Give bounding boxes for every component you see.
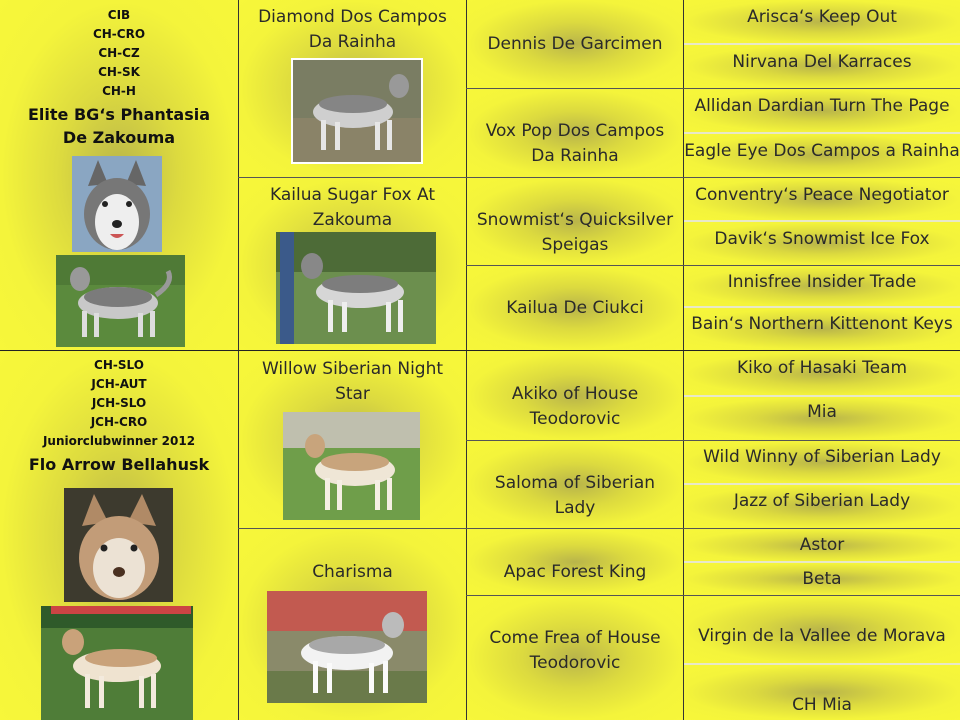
dog2-gp4-cell bbox=[467, 596, 683, 720]
dog2-name-line1: Flo Arrow Bellahusk bbox=[28, 455, 210, 474]
dog2-gp4-name bbox=[467, 626, 683, 676]
row-divider bbox=[238, 177, 960, 178]
dog1-head-photo bbox=[72, 156, 162, 252]
dog2-gp2-line2: Lady bbox=[554, 498, 596, 518]
dog2-gp4-line1: Come Frea of House bbox=[489, 628, 661, 648]
row-divider bbox=[684, 663, 960, 665]
dog1-sire-photo bbox=[291, 58, 423, 164]
dog1-title: CH-H bbox=[102, 84, 136, 98]
dog1-ggp-cell bbox=[684, 222, 960, 265]
dog2-dam-photo bbox=[267, 591, 427, 703]
row-divider bbox=[684, 395, 960, 397]
dog2-ggp-name: Astor bbox=[799, 535, 845, 555]
section-divider bbox=[0, 350, 960, 351]
dog2-dam-cell bbox=[239, 529, 466, 720]
dog1-gp3-line1: Snowmist‘s Quicksilver bbox=[476, 210, 674, 230]
dog1-gp2-name bbox=[467, 119, 683, 169]
dog2-main-cell bbox=[0, 352, 238, 720]
dog2-ggp-cell bbox=[684, 665, 960, 720]
dog2-ggp-name: Jazz of Siberian Lady bbox=[733, 491, 911, 511]
dog2-ggp-cell bbox=[684, 529, 960, 562]
dog2-gp1-line2: Teodorovic bbox=[529, 409, 621, 429]
dog1-ggp-name: Arisca‘s Keep Out bbox=[747, 7, 897, 27]
dog2-gp1-line1: Akiko of House bbox=[511, 384, 639, 404]
dog1-dam-name bbox=[239, 183, 466, 233]
column-divider bbox=[683, 0, 684, 720]
dog1-ggp-name: Nirvana Del Karraces bbox=[732, 52, 912, 72]
dog1-gp2-line1: Vox Pop Dos Campos bbox=[485, 121, 665, 141]
dog2-sire-name bbox=[239, 357, 466, 407]
column-divider bbox=[238, 0, 239, 720]
dog1-gp1-name bbox=[467, 32, 683, 57]
dog2-ggp-cell bbox=[684, 485, 960, 528]
dog1-sire-cell bbox=[239, 0, 466, 177]
row-divider bbox=[466, 265, 960, 266]
dog1-title: CH-SK bbox=[98, 65, 140, 79]
row-divider bbox=[238, 528, 960, 529]
dog2-ggp-name: Wild Winny of Siberian Lady bbox=[703, 447, 941, 467]
dog2-ggp-name: Mia bbox=[807, 402, 837, 422]
dog1-ggp-cell bbox=[684, 0, 960, 44]
dog2-gp1-name bbox=[467, 382, 683, 432]
dog2-dam-line1: Charisma bbox=[312, 562, 393, 582]
dog2-title: JCH-SLO bbox=[91, 396, 147, 410]
dog2-title: CH-SLO bbox=[94, 358, 144, 372]
dog2-stand-photo bbox=[41, 606, 193, 720]
dog1-gp1-cell bbox=[467, 0, 683, 88]
dog2-gp2-name bbox=[467, 471, 683, 521]
row-divider bbox=[466, 595, 960, 596]
dog2-ggp-name: Beta bbox=[802, 569, 842, 589]
dog1-ggp-cell bbox=[684, 308, 960, 350]
dog2-ggp-cell bbox=[684, 563, 960, 595]
row-divider bbox=[684, 561, 960, 563]
dog1-ggp-cell bbox=[684, 178, 960, 221]
dog1-titles bbox=[0, 6, 238, 101]
dog2-gp1-cell bbox=[467, 352, 683, 440]
row-divider bbox=[684, 132, 960, 134]
dog2-title: JCH-AUT bbox=[91, 377, 147, 391]
dog2-gp3-cell bbox=[467, 529, 683, 595]
dog2-sire-line2: Star bbox=[335, 384, 370, 404]
dog1-ggp-cell bbox=[684, 45, 960, 88]
dog2-sire-cell bbox=[239, 352, 466, 528]
dog2-ggp-cell bbox=[684, 397, 960, 440]
dog2-sire-line1: Willow Siberian Night bbox=[261, 359, 444, 379]
row-divider bbox=[684, 306, 960, 308]
dog1-name bbox=[0, 103, 238, 149]
dog1-title: CIB bbox=[107, 8, 131, 22]
dog1-gp4-line1: Kailua De Ciukci bbox=[506, 298, 644, 318]
dog1-sire-name bbox=[239, 5, 466, 55]
dog1-dam-line1: Kailua Sugar Fox At bbox=[270, 185, 435, 205]
dog2-gp4-line2: Teodorovic bbox=[529, 653, 621, 673]
dog2-sire-photo bbox=[283, 412, 420, 520]
dog1-gp2-cell bbox=[467, 89, 683, 177]
dog1-ggp-name: Innisfree Insider Trade bbox=[727, 272, 917, 292]
dog1-name-line1: Elite BG‘s Phantasia bbox=[27, 105, 211, 124]
dog1-ggp-name: Conventry‘s Peace Negotiator bbox=[695, 185, 949, 205]
dog2-title: JCH-CRO bbox=[90, 415, 148, 429]
row-divider bbox=[466, 88, 960, 89]
dog1-title: CH-CRO bbox=[92, 27, 146, 41]
dog1-sire-line1: Diamond Dos Campos bbox=[258, 7, 447, 27]
dog1-gp2-line2: Da Rainha bbox=[531, 146, 619, 166]
dog2-name bbox=[0, 453, 238, 476]
dog2-dam-name bbox=[239, 560, 466, 585]
dog1-ggp-cell bbox=[684, 134, 960, 177]
dog1-ggp-name: Eagle Eye Dos Campos a Rainha bbox=[684, 141, 960, 161]
dog2-ggp-cell bbox=[684, 352, 960, 396]
dog1-dam-line2: Zakouma bbox=[312, 210, 393, 230]
row-divider bbox=[684, 483, 960, 485]
dog2-gp3-name bbox=[467, 560, 683, 585]
dog2-titles bbox=[0, 356, 238, 451]
dog2-gp3-line1: Apac Forest King bbox=[503, 562, 647, 582]
row-divider bbox=[466, 440, 960, 441]
dog2-title: Juniorclubwinner 2012 bbox=[42, 434, 196, 448]
dog2-gp2-line1: Saloma of Siberian bbox=[494, 473, 656, 493]
dog1-ggp-name: Davik‘s Snowmist Ice Fox bbox=[714, 229, 930, 249]
dog2-ggp-name: Kiko of Hasaki Team bbox=[736, 358, 908, 378]
column-divider bbox=[466, 0, 467, 720]
dog2-ggp-name: Virgin de la Vallee de Morava bbox=[698, 626, 946, 646]
dog1-ggp-cell bbox=[684, 266, 960, 307]
dog1-stand-photo bbox=[56, 255, 185, 347]
dog1-dam-photo bbox=[276, 232, 436, 344]
dog2-ggp-name: CH Mia bbox=[792, 695, 852, 715]
dog1-main-cell bbox=[0, 0, 238, 350]
dog1-ggp-name: Bain‘s Northern Kittenont Keys bbox=[691, 314, 953, 334]
dog2-head-photo bbox=[64, 488, 173, 602]
row-divider bbox=[684, 220, 960, 222]
dog1-title: CH-CZ bbox=[98, 46, 140, 60]
dog1-gp4-name bbox=[467, 296, 683, 321]
dog2-ggp-cell bbox=[684, 441, 960, 484]
row-divider bbox=[684, 43, 960, 45]
dog1-gp3-line2: Speigas bbox=[541, 235, 609, 255]
dog1-ggp-name: Allidan Dardian Turn The Page bbox=[694, 96, 950, 116]
dog2-ggp-cell bbox=[684, 596, 960, 664]
dog2-gp2-cell bbox=[467, 441, 683, 528]
dog1-ggp-cell bbox=[684, 89, 960, 133]
dog1-sire-line2: Da Rainha bbox=[308, 32, 397, 52]
dog1-gp3-name bbox=[467, 208, 683, 258]
dog1-gp3-cell bbox=[467, 178, 683, 265]
dog1-gp1-line1: Dennis De Garcimen bbox=[487, 34, 663, 54]
dog1-dam-cell bbox=[239, 178, 466, 350]
dog1-gp4-cell bbox=[467, 266, 683, 350]
dog1-name-line2: De Zakouma bbox=[62, 128, 176, 147]
